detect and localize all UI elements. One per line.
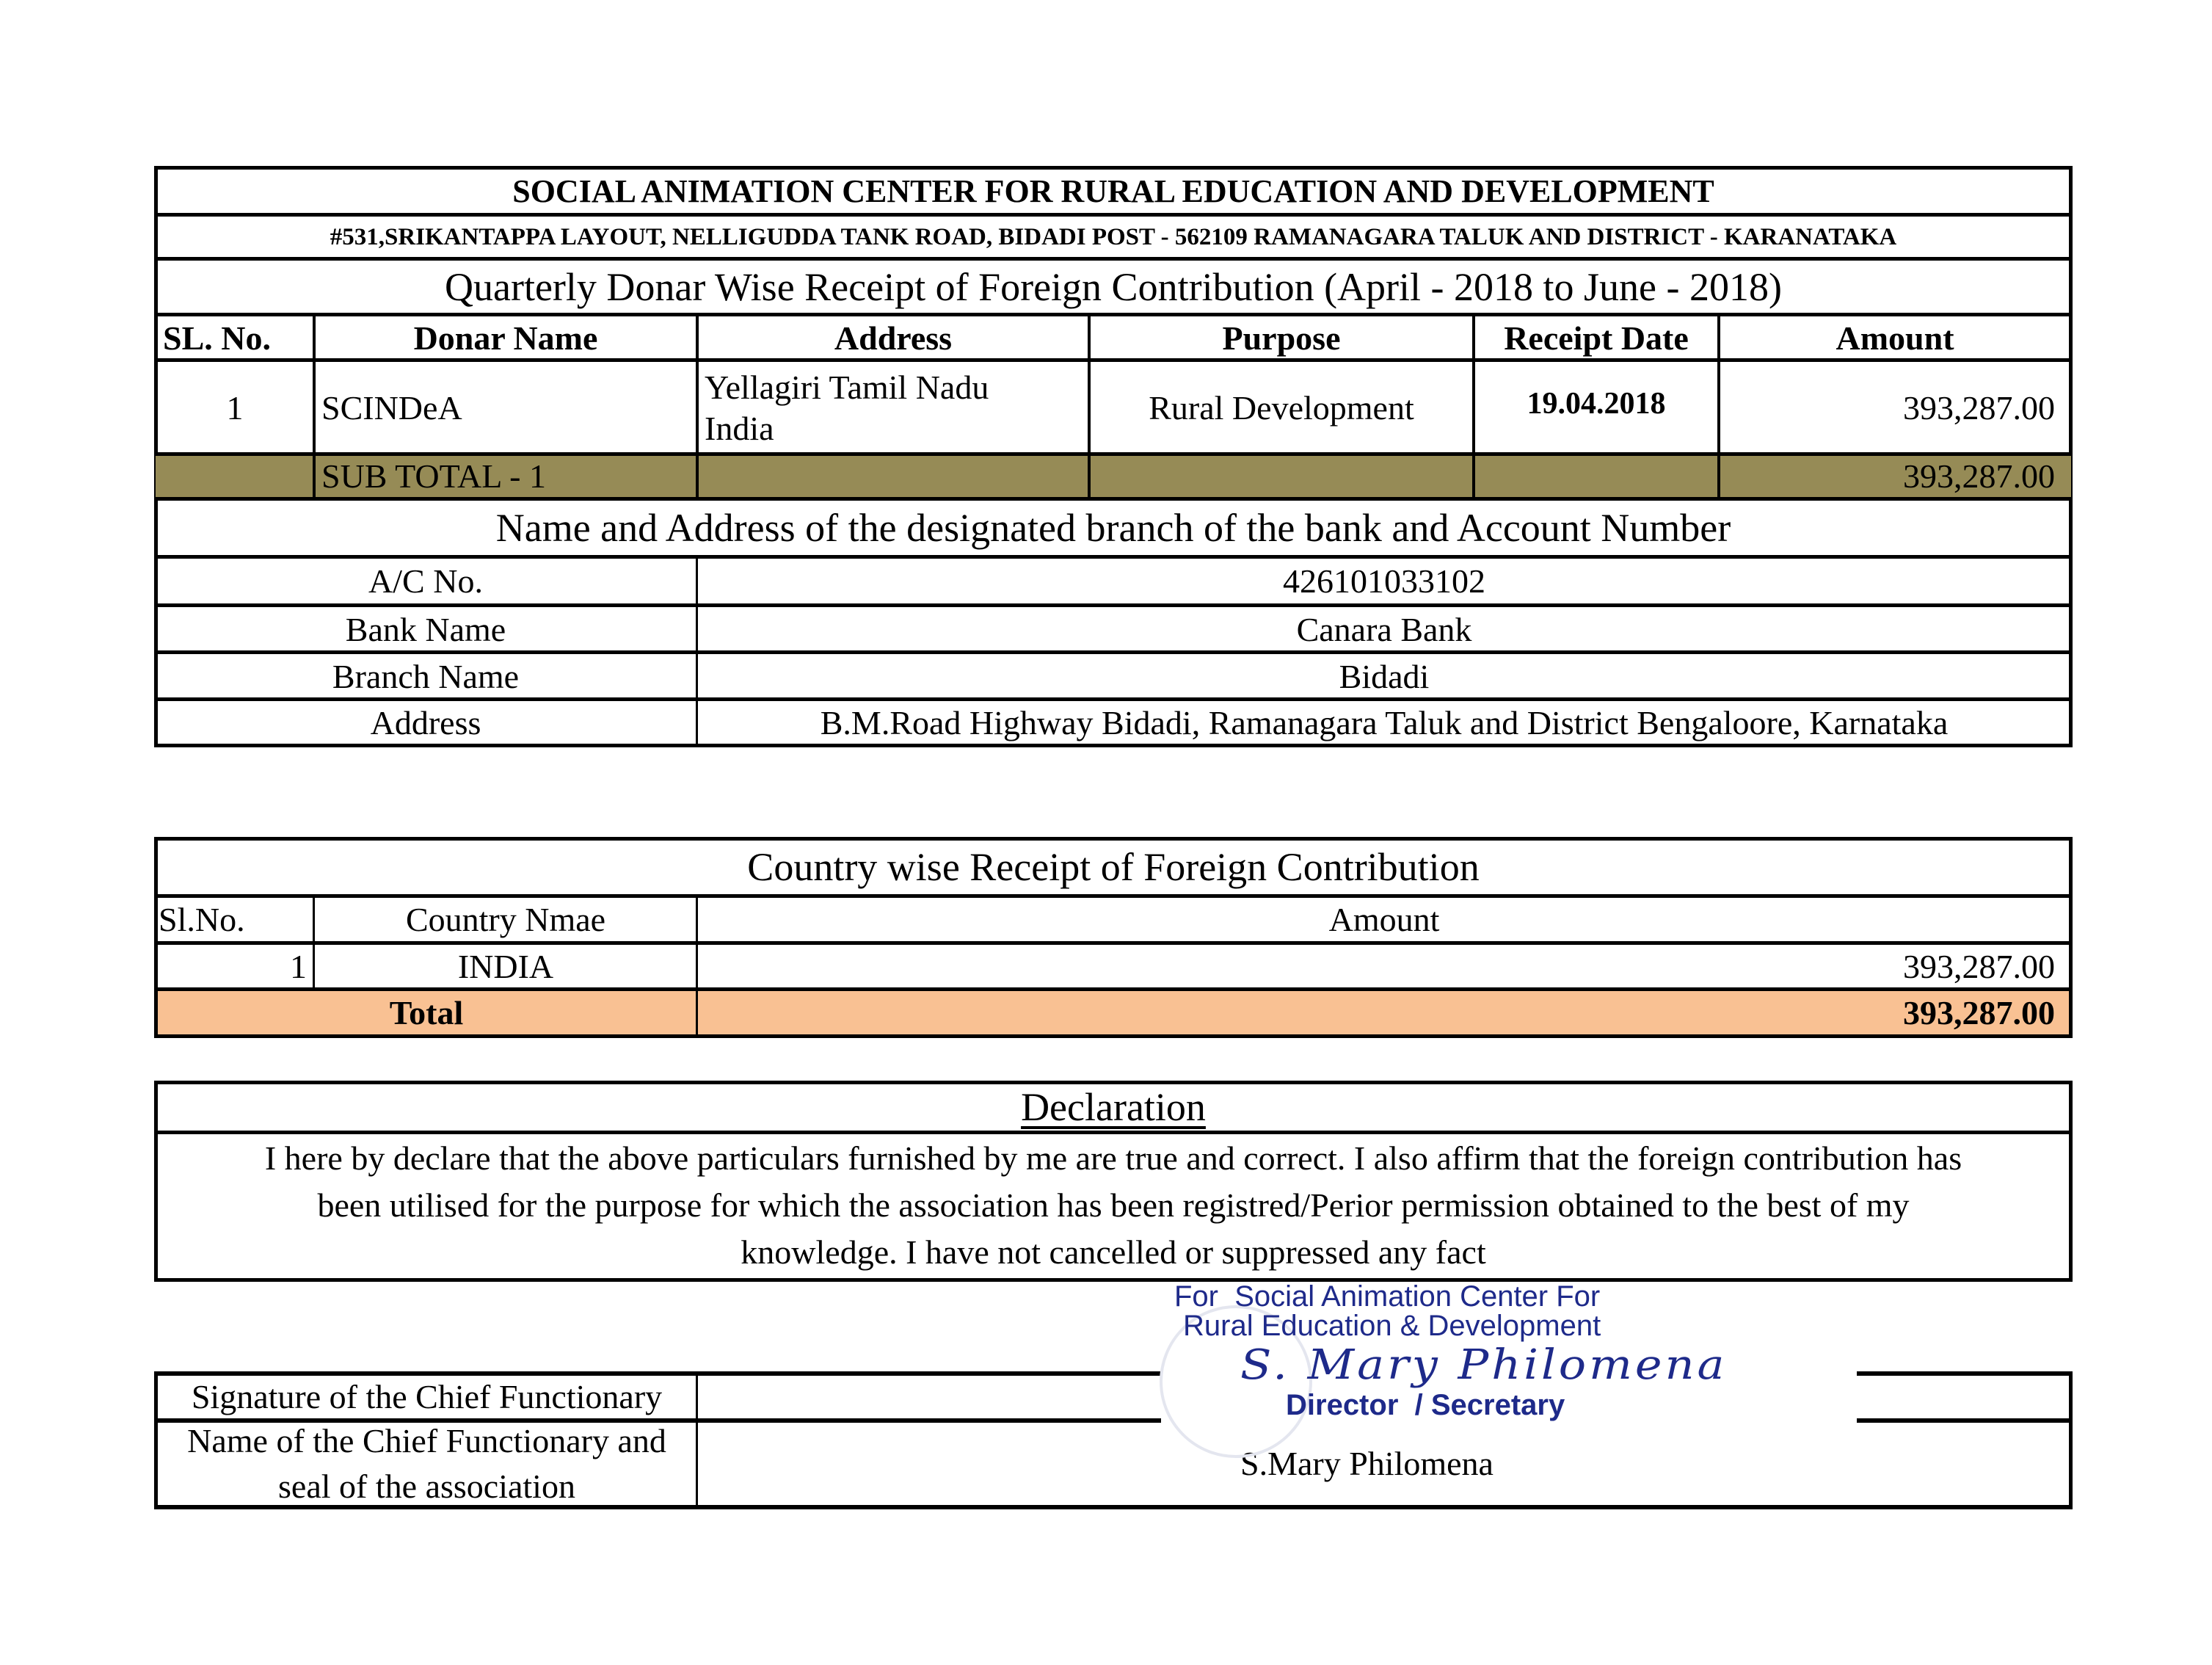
stamp-designation: Director / Secretary <box>1286 1389 1565 1421</box>
row-address <box>697 362 1089 454</box>
row-amount: 393,287.00 <box>1903 388 2055 427</box>
country-row-name: INDIA <box>457 948 554 986</box>
col-header-sl-no: SL. No. <box>163 319 271 357</box>
row-receipt-date: 19.04.2018 <box>1527 387 1666 421</box>
country-table-title: Country wise Receipt of Foreign Contribution <box>747 844 1480 889</box>
bank-value-address: B.M.Road Highway Bidadi, Ramanagara Taluk and District Bengaloore, Karnataka <box>820 704 1949 742</box>
bank-value-bank-name: Canara Bank <box>1296 610 1472 648</box>
chief-functionary-name: S.Mary Philomena <box>1240 1445 1494 1483</box>
row-address-line1: Yellagiri Tamil Nadu <box>705 369 989 407</box>
bank-value-branch-name: Bidadi <box>1339 657 1430 695</box>
col-header-receipt-date: Receipt Date <box>1504 319 1689 357</box>
col-header-address: Address <box>834 319 953 357</box>
bank-label-bank-name: Bank Name <box>345 610 506 648</box>
country-row-sl-no: 1 <box>290 948 307 986</box>
col-header-donor-name: Donar Name <box>413 319 598 357</box>
row-address-line2: India <box>705 409 774 447</box>
col-header-country-sl-no: Sl.No. <box>159 901 245 939</box>
bank-value-account-number: 426101033102 <box>1283 562 1485 601</box>
handwritten-signature: S. Mary Philomena <box>1240 1340 1728 1389</box>
country-total-label: Total <box>389 994 464 1032</box>
name-label-line2: seal of the association <box>278 1468 575 1505</box>
stamp-line-1: For Social Animation Center For <box>1174 1280 1601 1313</box>
row-donor-name: SCINDeA <box>321 388 462 427</box>
bank-section-title: Name and Address of the designated branch of the bank and Account Number <box>495 505 1731 550</box>
col-header-purpose: Purpose <box>1222 319 1341 357</box>
declaration-line-3: knowledge. I have not cancelled or suppressed any fact <box>741 1233 1486 1272</box>
country-row-amount: 393,287.00 <box>1903 948 2055 986</box>
bank-label-address: Address <box>370 704 481 742</box>
col-header-country-name: Country Nmae <box>405 901 606 939</box>
signature-label: Signature of the Chief Functionary <box>191 1378 663 1416</box>
col-header-amount: Amount <box>1836 319 1954 357</box>
declaration-title <box>156 1084 2071 1131</box>
name-and-seal-label <box>158 1423 696 1505</box>
subtotal-label: SUB TOTAL - 1 <box>321 457 546 496</box>
row-purpose: Rural Development <box>1149 388 1414 427</box>
country-total-amount: 393,287.00 <box>1903 994 2055 1032</box>
organization-address: #531,SRIKANTAPPA LAYOUT, NELLIGUDDA TANK ROAD, BIDADI POST - 562109 RAMANAGARA TALUK AND DISTRICT - KARANATAKA <box>330 223 1897 250</box>
name-label-line1: Name of the Chief Functionary and <box>187 1421 666 1459</box>
donor-table-title: Quarterly Donar Wise Receipt of Foreign Contribution (April - 2018 to June - 2018) <box>445 265 1782 310</box>
declaration-line-1: I here by declare that the above particulars furnished by me are true and correct. I also affirm that the foreign contribution has <box>264 1139 1962 1178</box>
row-sl-no: 1 <box>226 388 244 427</box>
stamp-line-2: Rural Education & Development <box>1183 1310 1601 1342</box>
bank-label-account-number: A/C No. <box>368 562 483 601</box>
subtotal-amount: 393,287.00 <box>1903 457 2055 496</box>
col-header-country-amount: Amount <box>1328 901 1440 939</box>
official-stamp <box>1160 1276 1849 1430</box>
declaration-line-2: been utilised for the purpose for which the association has been registred/Perior permission obtained to the best of my <box>317 1186 1910 1225</box>
declaration-title-text: Declaration <box>1021 1084 1206 1129</box>
organization-name: SOCIAL ANIMATION CENTER FOR RURAL EDUCATION AND DEVELOPMENT <box>512 173 1714 209</box>
bank-label-branch-name: Branch Name <box>332 657 520 695</box>
